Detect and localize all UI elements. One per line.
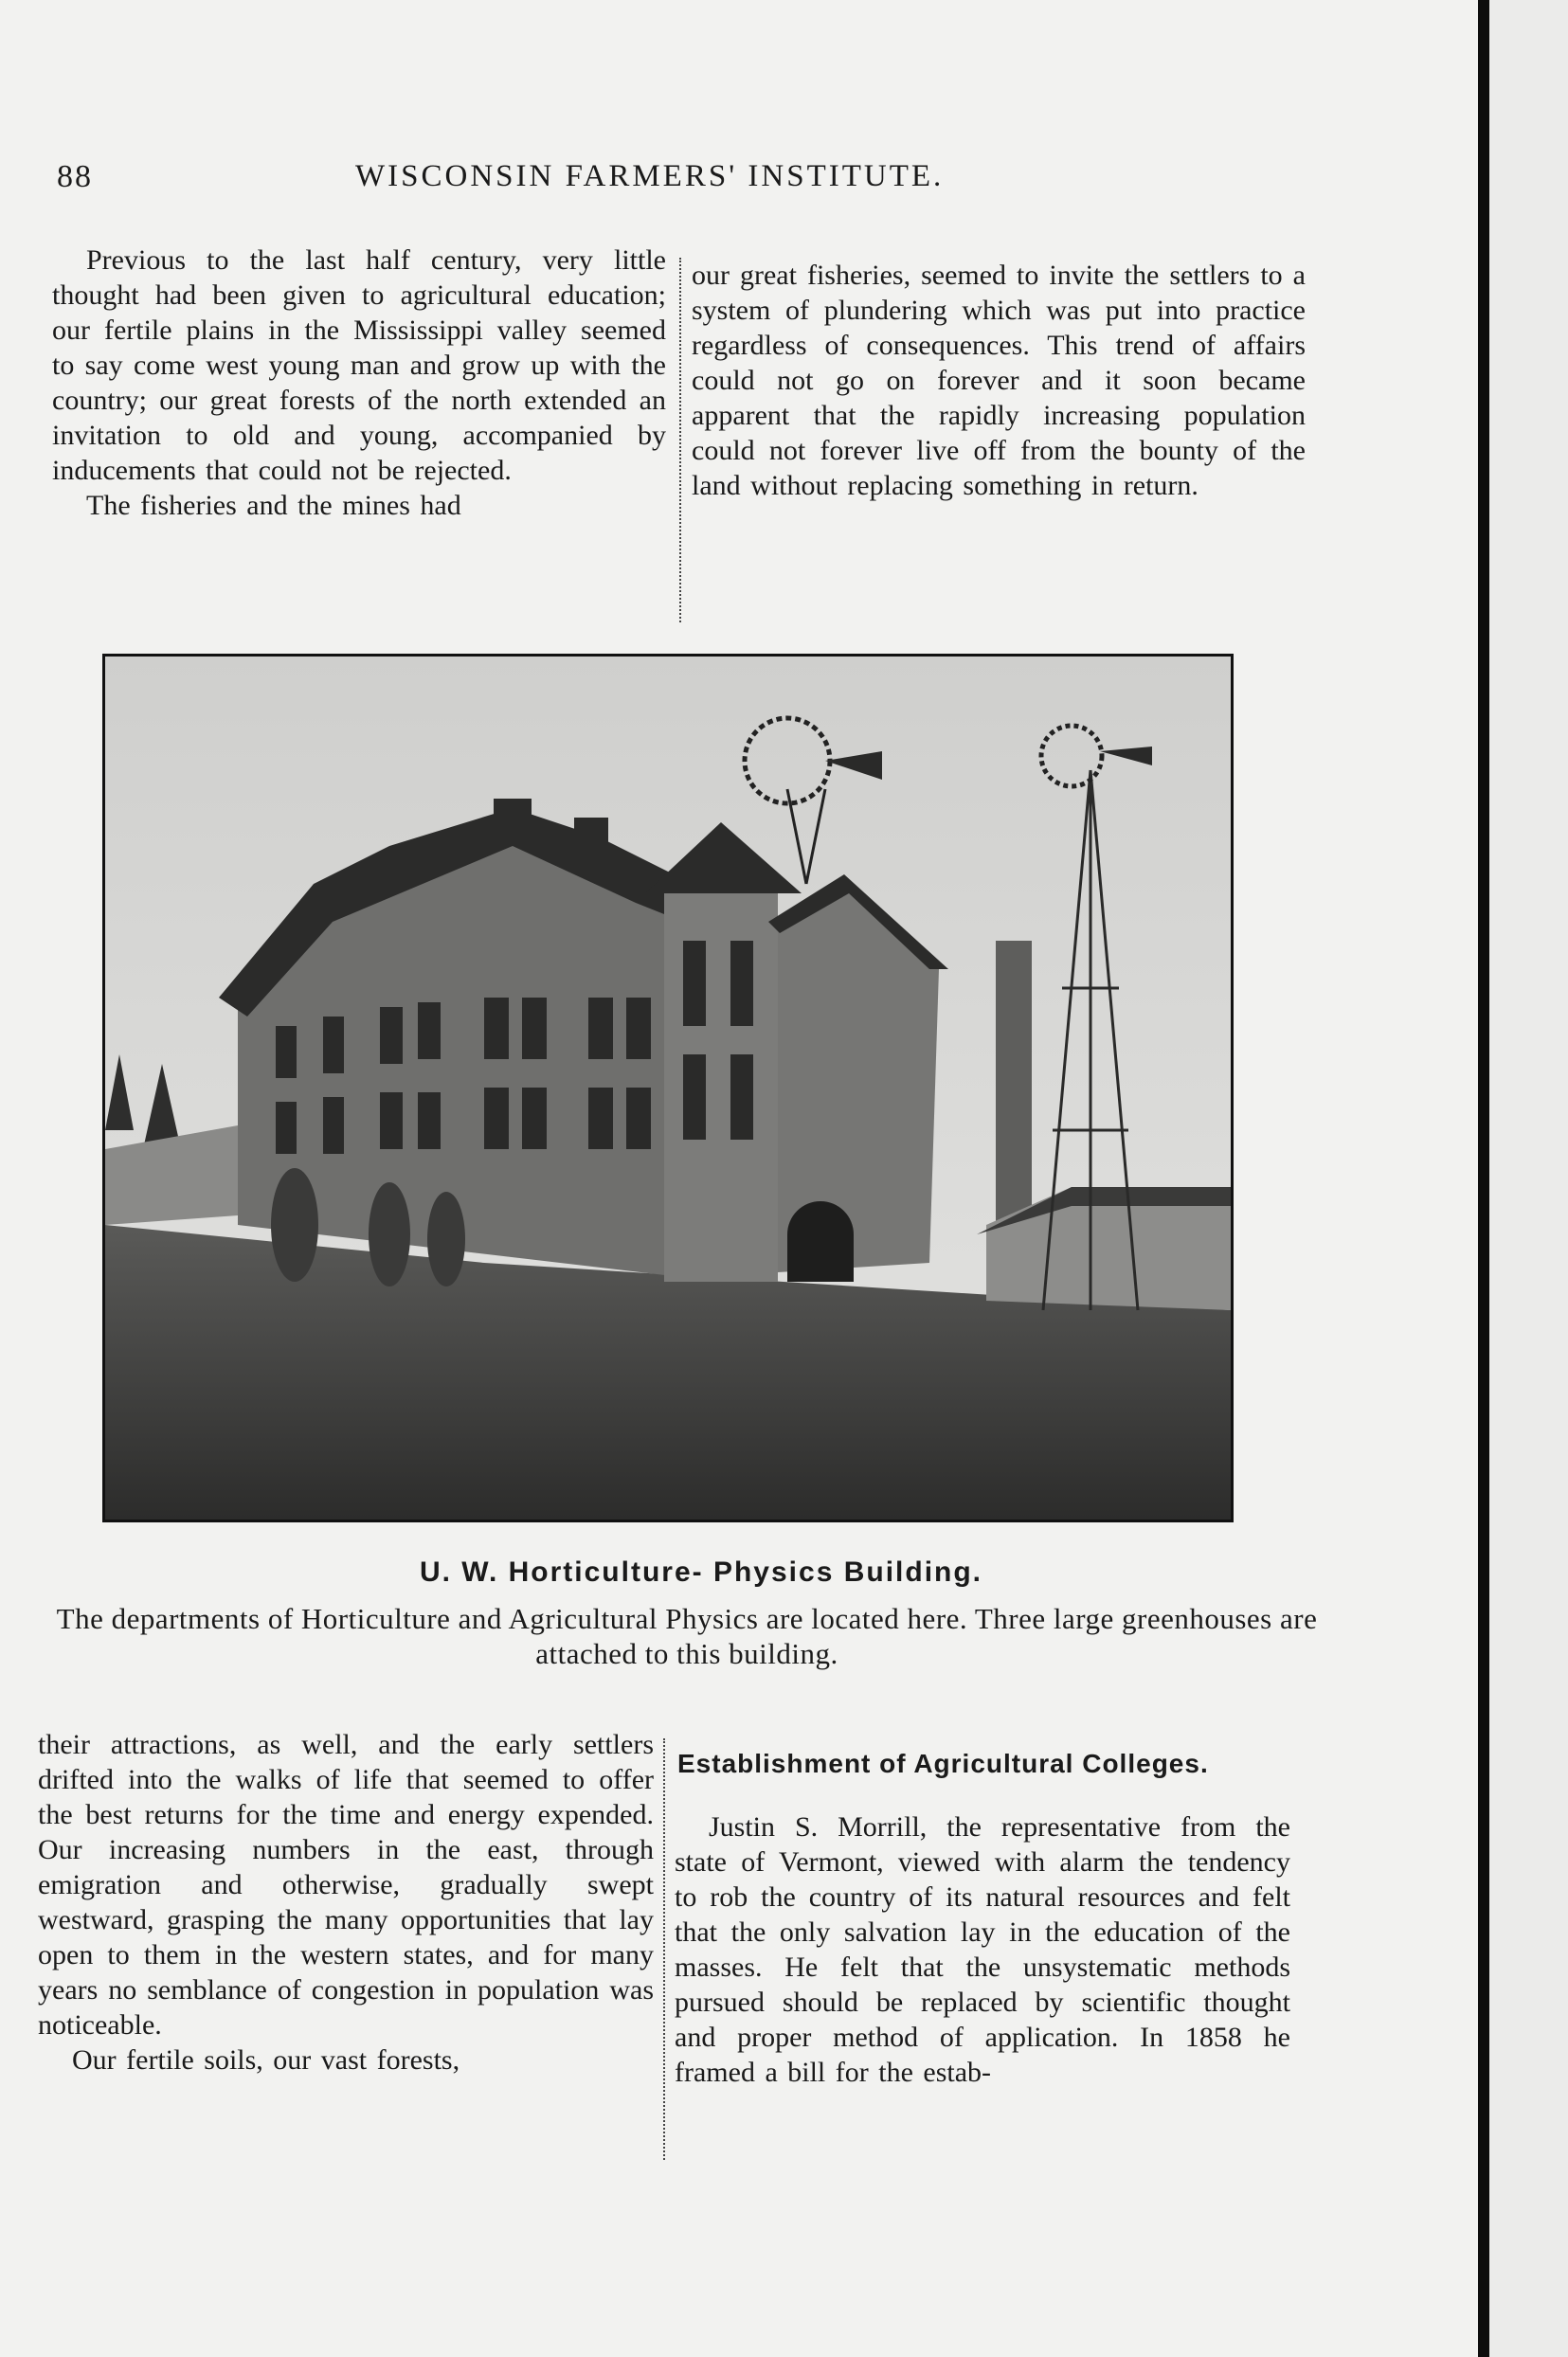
page-number: 88 xyxy=(57,159,93,194)
page-edge xyxy=(1478,0,1489,2357)
paragraph: The fisheries and the mines had xyxy=(86,490,461,521)
paragraph: Justin S. Morrill, the representative from the state of Vermont, viewed with alarm the tendency to rob the country of its natural resources and felt that the only salvation lay in the education of the masses. He felt that the unsystematic methods pursued should be replaced by scientific thought and proper method of application. In 1858 he framed a bill for the estab- xyxy=(675,1811,1290,2088)
section-heading: Establishment of Agricultural Colleges. xyxy=(677,1749,1209,1778)
bottom-right-column xyxy=(675,1809,1290,2090)
paragraph: our great fisheries, seemed to invite the settlers to a system of plundering which was put into practice regardless of consequences. This trend of affairs could not go on forever and it soon became apparent that the rapidly increasing population could not forever live off from the bounty of the land without replacing something in return. xyxy=(692,260,1306,501)
bottom-left-column xyxy=(38,1727,654,2078)
paragraph: their attractions, as well, and the early settlers drifted into the walks of life that seemed to offer the best returns for the time and energy expended. Our increasing numbers in the east, through emigration and otherwise, gradually swept westward, grasping the many opportunities that lay open to them in the western states, and for many years no semblance of congestion in population was noticeable. xyxy=(38,1729,654,2041)
top-left-column xyxy=(52,243,666,523)
column-rule xyxy=(679,258,681,622)
adjacent-page-strip xyxy=(1489,0,1568,2357)
running-title: WISCONSIN FARMERS' INSTITUTE. xyxy=(355,159,945,193)
building-photograph xyxy=(102,654,1234,1522)
paragraph: Previous to the last half century, very little thought had been given to agricultural education; our fertile plains in the Mississippi valley seemed to say come west young man and grow up with the country; our great forests of the north extended an invitation to old and young, accompanied by inducements that could not be rejected. xyxy=(52,244,666,486)
column-rule xyxy=(663,1738,665,2160)
top-right-column xyxy=(692,258,1306,503)
paragraph: Our fertile soils, our vast forests, xyxy=(72,2044,460,2076)
page-header xyxy=(57,159,1004,207)
figure-title: U. W. Horticulture- Physics Building. xyxy=(419,1556,983,1588)
figure-caption: The departments of Horticulture and Agricultural Physics are located here. Three large greenhouses are attached to this building. xyxy=(56,1602,1318,1670)
